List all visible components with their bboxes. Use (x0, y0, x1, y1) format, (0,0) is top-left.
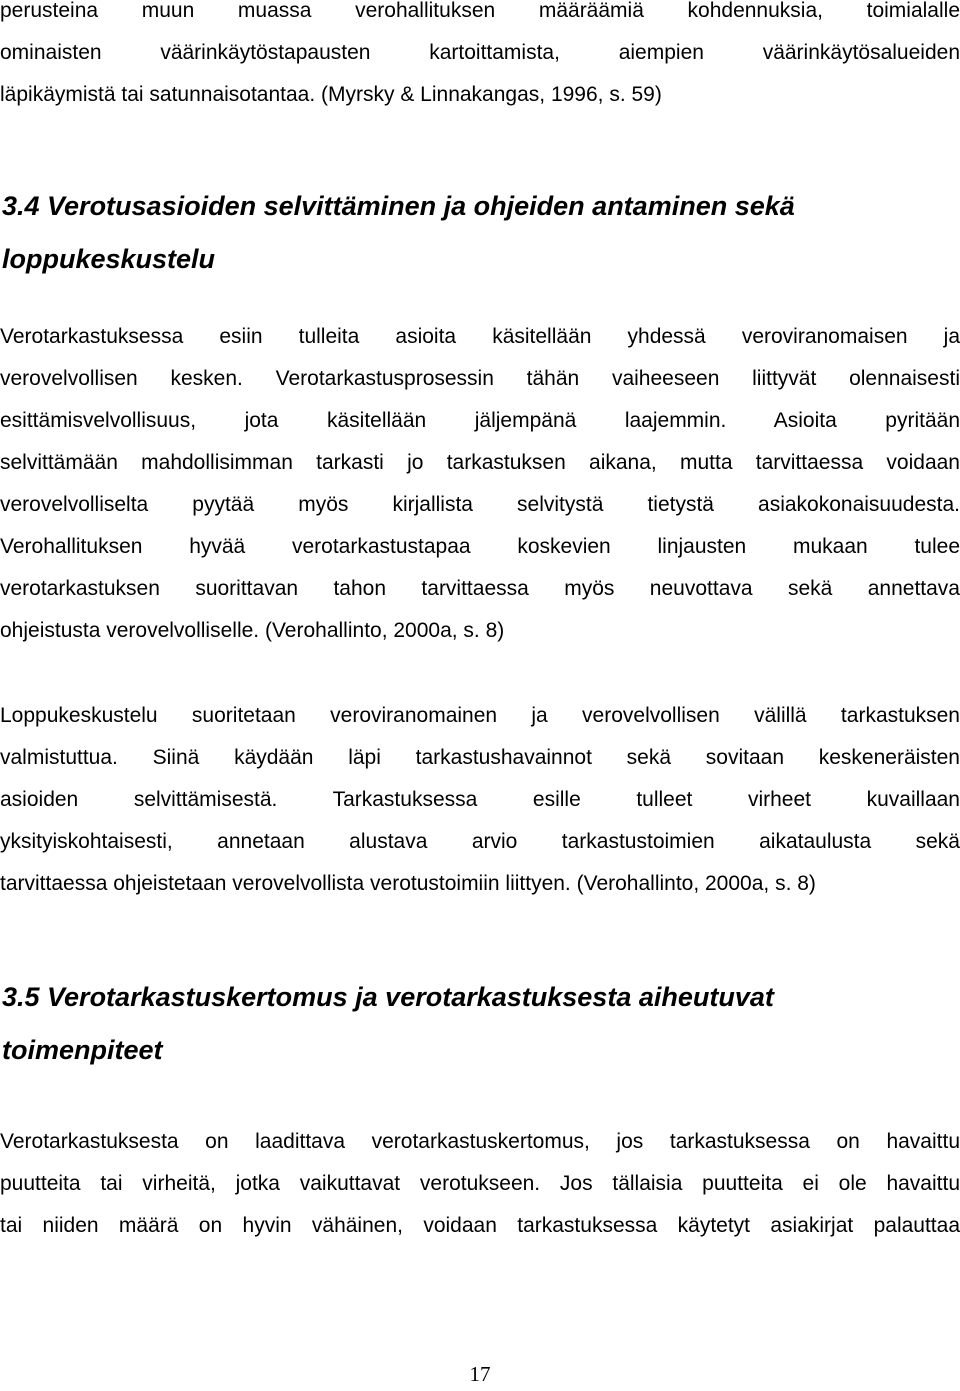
text-line: perusteina muun muassa verohallituksen määräämiä kohdennuksia, toimialalle (0, 0, 960, 22)
text-line: verotarkastuksen suorittavan tahon tarvittaessa myös neuvottava sekä annettava (0, 577, 960, 600)
text-line: asioiden selvittämisestä. Tarkastuksessa esille tulleet virheet kuvaillaan (0, 788, 960, 811)
text-line: tarvittaessa ohjeistetaan verovelvollista verotustoimiin liittyen. (Verohallinto, 2000a, s. 8) (0, 872, 816, 895)
heading-line: toimenpiteet (2, 1035, 163, 1065)
text-line: verovelvolliselta pyytää myös kirjallista selvitystä tietystä asiakokonaisuudesta. (0, 493, 960, 516)
paragraph-intro (0, 0, 960, 116)
page-number: 17 (469, 1362, 491, 1386)
text-line: Loppukeskustelu suoritetaan veroviranomainen ja verovelvollisen välillä tarkastuksen (0, 704, 960, 727)
text-line: ohjeistusta verovelvolliselle. (Verohallinto, 2000a, s. 8) (0, 619, 505, 642)
text-line: verovelvollisen kesken. Verotarkastusprosessin tähän vaiheeseen liittyvät olennaisesti (0, 367, 960, 390)
paragraph-3-4-a (0, 316, 960, 652)
text-line: Verotarkastuksesta on laadittava verotarkastuskertomus, jos tarkastuksessa on havaittu (0, 1130, 960, 1153)
text-line: Verotarkastuksessa esiin tulleita asioita käsitellään yhdessä veroviranomaisen ja (0, 325, 960, 348)
section-heading-3-5 (2, 971, 902, 1077)
heading-line: 3.5 Verotarkastuskertomus ja verotarkastuksesta aiheutuvat (2, 982, 774, 1012)
text-line: Verohallituksen hyvää verotarkastustapaa koskevien linjausten mukaan tulee (0, 535, 960, 558)
heading-line: 3.4 Verotusasioiden selvittäminen ja ohjeiden antaminen sekä (2, 191, 795, 221)
paragraph-3-4-b (0, 695, 960, 905)
section-heading-3-4 (2, 180, 902, 286)
paragraph-3-5 (0, 1121, 960, 1247)
text-line: läpikäymistä tai satunnaisotantaa. (Myrsky & Linnakangas, 1996, s. 59) (0, 83, 662, 106)
text-line: tai niiden määrä on hyvin vähäinen, voidaan tarkastuksessa käytetyt asiakirjat palauttaa (0, 1214, 960, 1237)
text-line: valmistuttua. Siinä käydään läpi tarkastushavainnot sekä sovitaan keskeneräisten (0, 746, 960, 769)
text-line: selvittämään mahdollisimman tarkasti jo tarkastuksen aikana, mutta tarvittaessa voidaan (0, 451, 960, 474)
text-line: esittämisvelvollisuus, jota käsitellään jäljempänä laajemmin. Asioita pyritään (0, 409, 960, 432)
heading-line: loppukeskustelu (2, 244, 216, 274)
text-line: yksityiskohtaisesti, annetaan alustava arvio tarkastustoimien aikataulusta sekä (0, 830, 960, 853)
text-line: puutteita tai virheitä, jotka vaikuttavat verotukseen. Jos tällaisia puutteita ei ole havaittu (0, 1172, 960, 1195)
text-line: ominaisten väärinkäytöstapausten kartoittamista, aiempien väärinkäytösalueiden (0, 41, 960, 64)
